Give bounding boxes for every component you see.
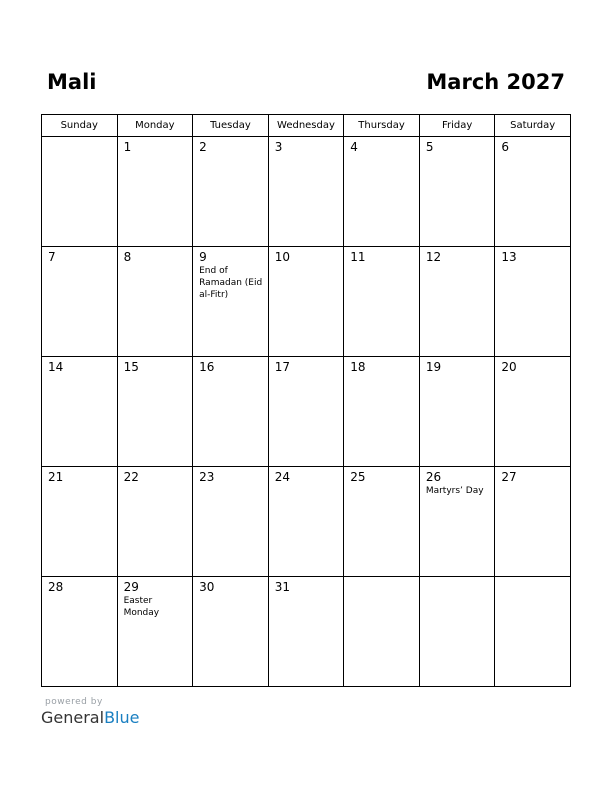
day-number: 26	[425, 470, 442, 484]
day-cell	[495, 577, 571, 687]
day-cell	[419, 137, 495, 247]
day-cell	[193, 247, 269, 357]
day-cell	[193, 577, 269, 687]
month-year-title: March 2027	[426, 70, 565, 94]
day-cell	[344, 247, 420, 357]
day-number: 8	[123, 250, 132, 264]
day-cell	[495, 247, 571, 357]
day-number: 7	[48, 250, 56, 264]
day-number	[42, 137, 117, 140]
day-number: 29	[123, 580, 139, 594]
week-row	[42, 247, 571, 357]
day-number: 13	[501, 250, 517, 264]
day-cell	[193, 357, 269, 467]
day-number: 16	[199, 360, 215, 374]
brand-general-text: General	[41, 708, 105, 727]
day-cell	[419, 247, 495, 357]
week-row	[42, 577, 571, 687]
day-cell	[117, 357, 193, 467]
day-cell	[268, 467, 344, 577]
day-number	[495, 577, 570, 580]
day-number: 14	[48, 360, 64, 374]
day-number: 6	[501, 140, 510, 154]
weekday-header-row	[42, 115, 571, 137]
weekday-header: Monday	[117, 115, 193, 137]
day-cell	[42, 137, 118, 247]
day-number: 24	[274, 470, 290, 484]
day-number: 28	[48, 580, 64, 594]
holiday-label: End of Ramadan (Eid al-Fitr)	[199, 266, 263, 300]
day-cell	[344, 577, 420, 687]
day-cell	[117, 577, 193, 687]
day-cell	[42, 467, 118, 577]
day-number: 9	[199, 250, 207, 264]
holiday-label: Martyrs’ Day	[425, 486, 484, 496]
week-row	[42, 137, 571, 247]
holiday-label: Easter Monday	[123, 596, 160, 618]
day-cell	[495, 137, 571, 247]
generalblue-logo[interactable]	[41, 708, 139, 727]
day-number: 10	[274, 250, 290, 264]
day-number: 31	[274, 580, 290, 594]
weekday-header: Saturday	[495, 115, 571, 137]
day-number: 21	[48, 470, 64, 484]
day-cell	[419, 577, 495, 687]
day-number: 2	[199, 140, 207, 154]
week-row	[42, 357, 571, 467]
weekday-header: Sunday	[42, 115, 118, 137]
week-row	[42, 467, 571, 577]
day-number: 20	[501, 360, 517, 374]
day-cell	[344, 137, 420, 247]
day-cell	[419, 357, 495, 467]
day-cell	[495, 467, 571, 577]
day-number: 11	[350, 250, 366, 264]
weekday-header: Tuesday	[193, 115, 269, 137]
day-number	[344, 577, 419, 580]
day-number: 18	[350, 360, 366, 374]
day-number: 30	[199, 580, 215, 594]
day-cell	[495, 357, 571, 467]
day-cell	[42, 577, 118, 687]
day-cell	[419, 467, 495, 577]
day-cell	[117, 467, 193, 577]
day-cell	[268, 357, 344, 467]
country-title: Mali	[47, 70, 97, 94]
weekday-header: Thursday	[344, 115, 420, 137]
day-cell	[117, 247, 193, 357]
day-number: 23	[199, 470, 215, 484]
day-number: 15	[123, 360, 139, 374]
day-cell	[42, 247, 118, 357]
brand-blue-text: Blue	[104, 708, 140, 727]
day-number	[420, 577, 495, 580]
powered-by-label: powered by	[45, 697, 103, 707]
day-number: 1	[123, 140, 132, 154]
weekday-header: Friday	[419, 115, 495, 137]
day-number: 19	[425, 360, 442, 374]
day-number: 25	[350, 470, 366, 484]
day-number: 27	[501, 470, 517, 484]
day-cell	[268, 577, 344, 687]
weekday-header: Wednesday	[268, 115, 344, 137]
day-cell	[344, 357, 420, 467]
day-cell	[193, 467, 269, 577]
day-cell	[344, 467, 420, 577]
day-cell	[117, 137, 193, 247]
day-number: 4	[350, 140, 358, 154]
day-number: 5	[425, 140, 434, 154]
day-number: 17	[274, 360, 290, 374]
calendar-grid	[41, 114, 571, 687]
day-number: 12	[425, 250, 442, 264]
day-cell	[193, 137, 269, 247]
day-cell	[268, 137, 344, 247]
day-number: 22	[123, 470, 139, 484]
day-cell	[42, 357, 118, 467]
day-number: 3	[274, 140, 283, 154]
day-cell	[268, 247, 344, 357]
